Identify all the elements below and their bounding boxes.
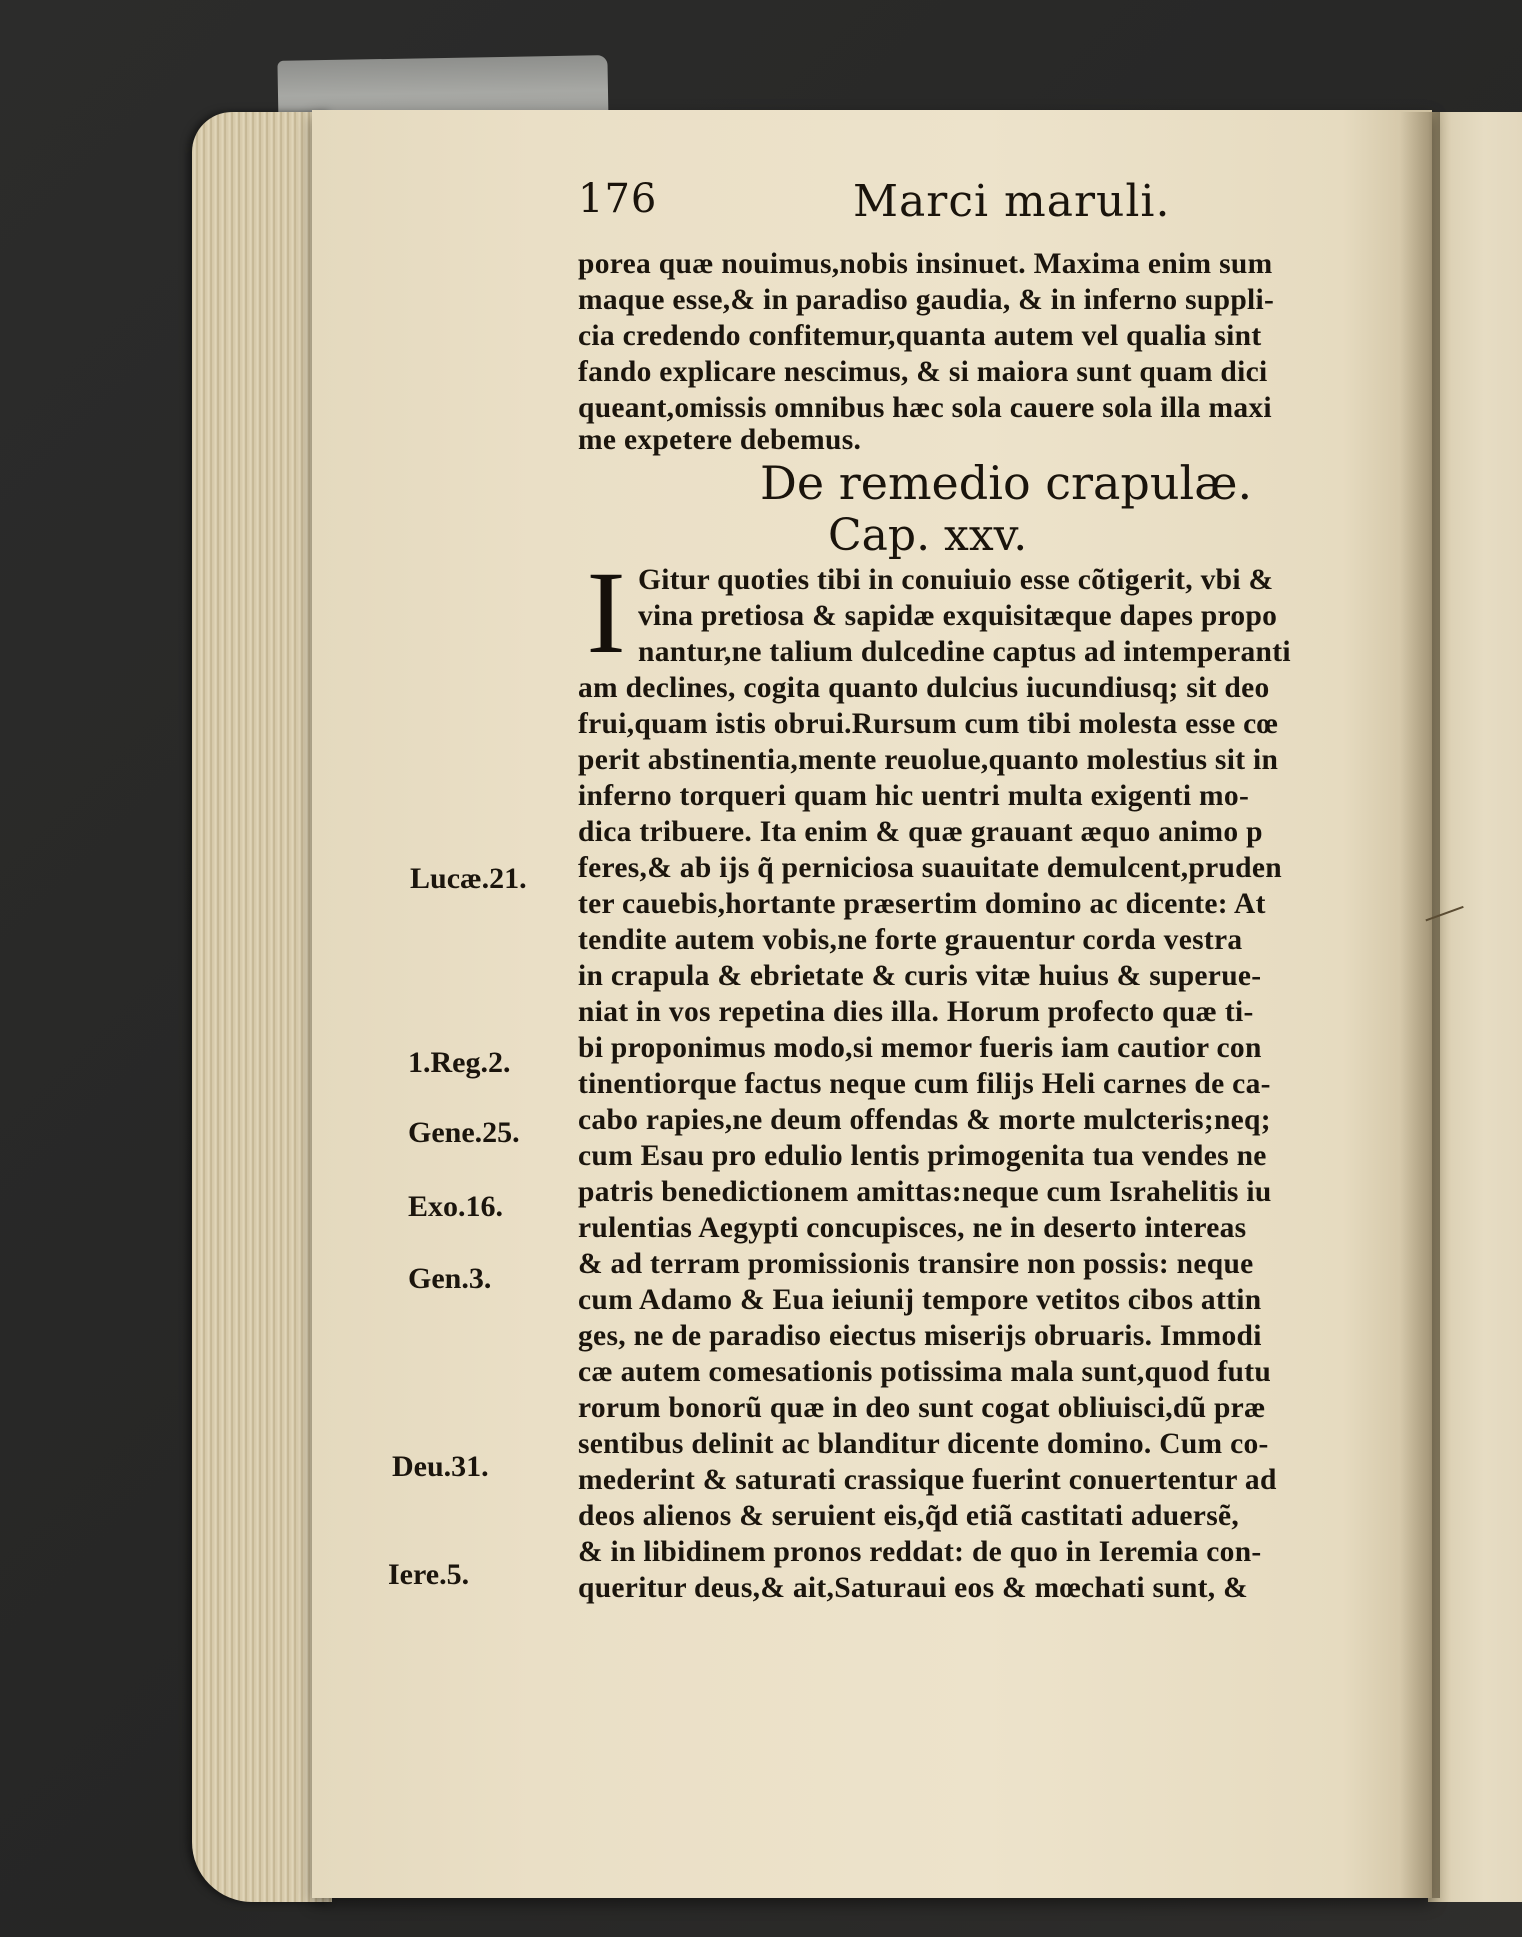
text-line: feres,& ab ijs q̃ perniciosa suauitate demulcent,pruden	[578, 852, 1282, 884]
text-line: rorum bonorũ quæ in deo sunt cogat obliuisci,dũ præ	[578, 1392, 1266, 1424]
page-number: 176	[578, 176, 658, 222]
text-line: cum Adamo & Eua ieiunij tempore vetitos cibos attin	[578, 1284, 1262, 1316]
drop-cap: I	[586, 547, 626, 678]
page-edges	[192, 112, 332, 1902]
text-line: frui,quam istis obrui.Rursum cum tibi molesta esse cœ	[578, 708, 1279, 740]
text-line: fando explicare nescimus, & si maiora sunt quam dici	[578, 356, 1268, 388]
text-line: vina pretiosa & sapidæ exquisitæque dapes propo	[638, 600, 1278, 632]
marginal-note: Gene.25.	[408, 1116, 520, 1149]
text-line: inferno torqueri quam hic uentri multa exigenti mo-	[578, 780, 1250, 812]
text-line: cum Esau pro edulio lentis primogenita tua vendes ne	[578, 1140, 1267, 1172]
text-line: bi proponimus modo,si memor fueris iam cautior con	[578, 1032, 1262, 1064]
facing-page	[1428, 112, 1522, 1902]
text-line: am declines, cogita quanto dulcius iucundiusq; sit deo	[578, 672, 1270, 704]
marginal-note: Exo.16.	[408, 1190, 504, 1223]
marginal-note: 1.Reg.2.	[408, 1046, 511, 1079]
marginal-note: Deu.31.	[392, 1450, 489, 1483]
text-line: patris benedictionem amittas:neque cum Israhelitis iu	[578, 1176, 1272, 1208]
text-line: in crapula & ebrietate & curis vitæ huius & superue-	[578, 960, 1262, 992]
text-line: mederint & saturati crassique fuerint conuertentur ad	[578, 1464, 1277, 1496]
chapter-number: Cap. xxv.	[828, 510, 1028, 561]
text-line: perit abstinentia,mente reuolue,quanto molestius sit in	[578, 744, 1279, 776]
text-line: cabo rapies,ne deum offendas & morte mulcteris;neq;	[578, 1104, 1271, 1136]
text-line: Gitur quoties tibi in conuiuio esse cõtigerit, vbi &	[638, 564, 1274, 596]
text-line: ter cauebis,hortante præsertim domino ac dicente: At	[578, 888, 1266, 920]
text-line: nantur,ne talium dulcedine captus ad intemperanti	[638, 636, 1291, 668]
running-head: Marci maruli.	[853, 176, 1171, 227]
text-line: niat in vos repetina dies illa. Horum profecto quæ ti-	[578, 996, 1254, 1028]
marginal-note: Gen.3.	[408, 1262, 492, 1295]
text-line: deos alienos & seruient eis,q̃d etiã castitati aduersẽ,	[578, 1500, 1240, 1532]
gutter-shadow	[1400, 112, 1440, 1898]
text-line: cia credendo confitemur,quanta autem vel qualia sint	[578, 320, 1262, 352]
text-line: cæ autem comesationis potissima mala sunt,quod futu	[578, 1356, 1272, 1388]
text-line: rulentias Aegypti concupisces, ne in deserto intereas	[578, 1212, 1247, 1244]
text-line: maque esse,& in paradiso gaudia, & in inferno suppli-	[578, 284, 1275, 316]
text-line: queant,omissis omnibus hæc sola cauere sola illa maxi	[578, 392, 1272, 424]
chapter-title: De remedio crapulæ.	[760, 456, 1253, 510]
text-line: & ad terram promissionis transire non possis: neque	[578, 1248, 1254, 1280]
text-line: tendite autem vobis,ne forte grauentur corda vestra	[578, 924, 1243, 956]
text-line: ges, ne de paradiso eiectus miserijs obruaris. Immodi	[578, 1320, 1262, 1352]
text-line: queritur deus,& ait,Saturaui eos & mœchati sunt, &	[578, 1572, 1249, 1604]
marginal-note: Iere.5.	[388, 1558, 470, 1591]
page-header	[578, 176, 1338, 232]
marginal-note: Lucæ.21.	[410, 862, 527, 895]
text-line: & in libidinem pronos reddat: de quo in Ieremia con-	[578, 1536, 1262, 1568]
text-line: dica tribuere. Ita enim & quæ grauant æquo animo p	[578, 816, 1263, 848]
text-line: tinentiorque factus neque cum filijs Heli carnes de ca-	[578, 1068, 1271, 1100]
text-line: me expetere debemus.	[578, 424, 862, 456]
text-line: porea quæ nouimus,nobis insinuet. Maxima enim sum	[578, 248, 1273, 280]
text-line: sentibus delinit ac blanditur dicente domino. Cum co-	[578, 1428, 1269, 1460]
